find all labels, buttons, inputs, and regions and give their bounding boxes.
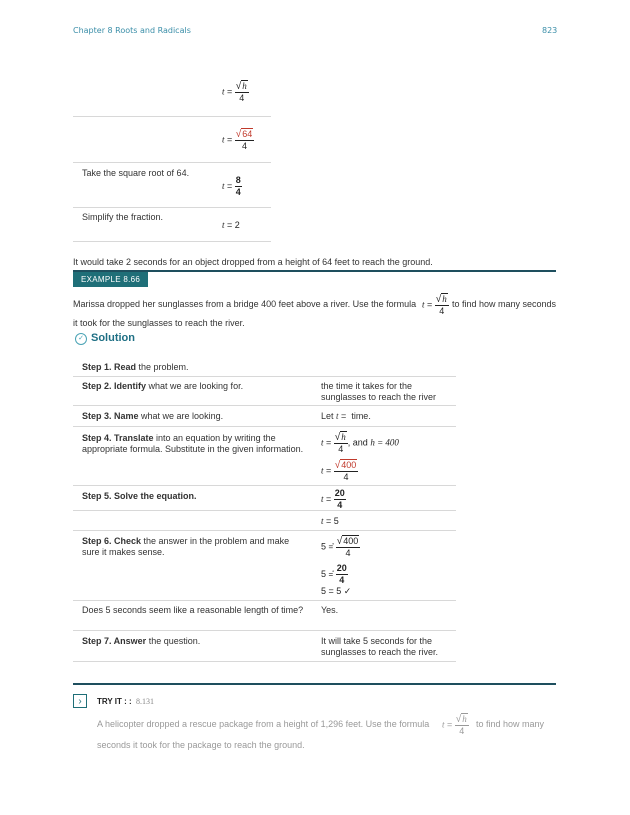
step-2-answer: the time it takes for the sunglasses to reach the river: [321, 381, 437, 402]
row-divider: [73, 426, 456, 427]
step-4: [82, 433, 307, 455]
row-divider: [73, 630, 456, 631]
check-formula-2: 5 =̊ $\frac{20}{4}$: [321, 563, 347, 585]
row-divider: [73, 485, 456, 486]
step-text: Take the square root of 64.: [82, 168, 190, 178]
problem-text-3: it took for the sunglasses to reach the river.: [73, 318, 245, 328]
step-2-desc: what we are looking for.: [146, 381, 244, 391]
row-divider: [73, 162, 271, 163]
problem-text-2: to find how many seconds: [452, 299, 557, 309]
page-number: 823: [542, 26, 558, 35]
problem-text-1: Marissa dropped her sunglasses from a bridge 400 feet above a river. Use the formula: [73, 299, 417, 309]
step-4-desc: into an equation by writing the appropriate formula. Substitute in the given information.: [82, 433, 304, 454]
step-4-substituted: t = $\frac{√400}{4}$: [321, 460, 357, 482]
step-5-result: t = 5: [321, 516, 339, 526]
step-3-answer: Let t = time.: [321, 411, 371, 421]
h-value: h = 400: [370, 437, 399, 448]
step-1: [82, 362, 189, 373]
solution-heading: Solution: [91, 332, 135, 344]
checkmark-circle-icon: ✓: [75, 333, 87, 345]
check-result: 5 = 5 ✓: [321, 586, 352, 596]
row-divider: [73, 405, 456, 406]
step-1-desc: the problem.: [136, 362, 189, 372]
row-divider: [73, 600, 456, 601]
step-7-answer: It will take 5 seconds for the sunglasses to reach the river.: [321, 636, 439, 657]
check-formula-1: 5 =̊ $\frac{√400}{4}$: [321, 536, 359, 558]
row-divider: [73, 207, 271, 208]
row-divider: [73, 530, 456, 531]
step-6: [82, 536, 307, 558]
row-divider: [73, 376, 456, 377]
row-divider: [73, 510, 456, 511]
step-5-label: Step 5. Solve the equation.: [82, 491, 197, 501]
tryit-text-1: A helicopter dropped a rescue package from a height of 1,296 feet. Use the formula: [97, 719, 430, 729]
example-label: EXAMPLE 8.66: [73, 272, 148, 287]
formula-row-1: t = $\frac{√64}{4}$: [222, 129, 253, 151]
tryit-label: TRY IT : :: [97, 697, 132, 706]
tryit-text-3: seconds it took for the package to reach the ground.: [97, 740, 305, 750]
reasonable-answer: Yes.: [321, 605, 339, 615]
time-word: time.: [351, 411, 371, 421]
step-3-label: Step 3. Name: [82, 411, 139, 421]
step-7-label: Step 7. Answer: [82, 636, 147, 646]
step-3: [82, 411, 223, 422]
step-2-label: Step 2. Identify: [82, 381, 147, 391]
tryit-formula: t = $\frac{√h}{4}$: [442, 714, 467, 736]
formula-row-3: t = 2: [222, 220, 240, 230]
step-2: [82, 381, 307, 392]
chevron-right-icon[interactable]: ›: [73, 694, 87, 708]
step-4-formula: t = $\frac{√h}{4}$ , and h = 400: [321, 432, 399, 454]
step-4-label: Step 4. Translate: [82, 433, 154, 443]
step-7-desc: the question.: [146, 636, 201, 646]
step-text: Simplify the fraction.: [82, 212, 164, 222]
tryit-rule: [73, 683, 556, 685]
row-divider: [73, 241, 271, 242]
and-word: , and: [347, 437, 368, 448]
formula-row-2: t = $\frac{8}{4}$: [222, 175, 241, 197]
conclusion-text: It would take 2 seconds for an object dropped from a height of 64 feet to reach the ground.: [73, 257, 433, 267]
let-word: Let: [321, 411, 334, 421]
chapter-header: Chapter 8 Roots and Radicals: [73, 26, 191, 35]
tryit-number: 8.131: [136, 697, 154, 706]
step-3-desc: what we are looking.: [138, 411, 224, 421]
tryit-text-2: to find how many: [476, 719, 545, 729]
step-7: [82, 636, 307, 647]
reasonable-question: Does 5 seconds seem like a reasonable length of time?: [82, 605, 304, 615]
step-1-label: Step 1. Read: [82, 362, 137, 372]
formula-row-0: t = $\frac{√h}{4}$: [222, 81, 247, 103]
row-divider: [73, 661, 456, 662]
step-6-label: Step 6. Check: [82, 536, 142, 546]
step-6-desc: the answer in the problem and make sure it makes sense.: [82, 536, 290, 557]
step-5-formula: t = $\frac{20}{4}$: [321, 488, 345, 510]
problem-formula: t = $\frac{√h}{4}$: [422, 294, 447, 316]
row-divider: [73, 116, 271, 117]
